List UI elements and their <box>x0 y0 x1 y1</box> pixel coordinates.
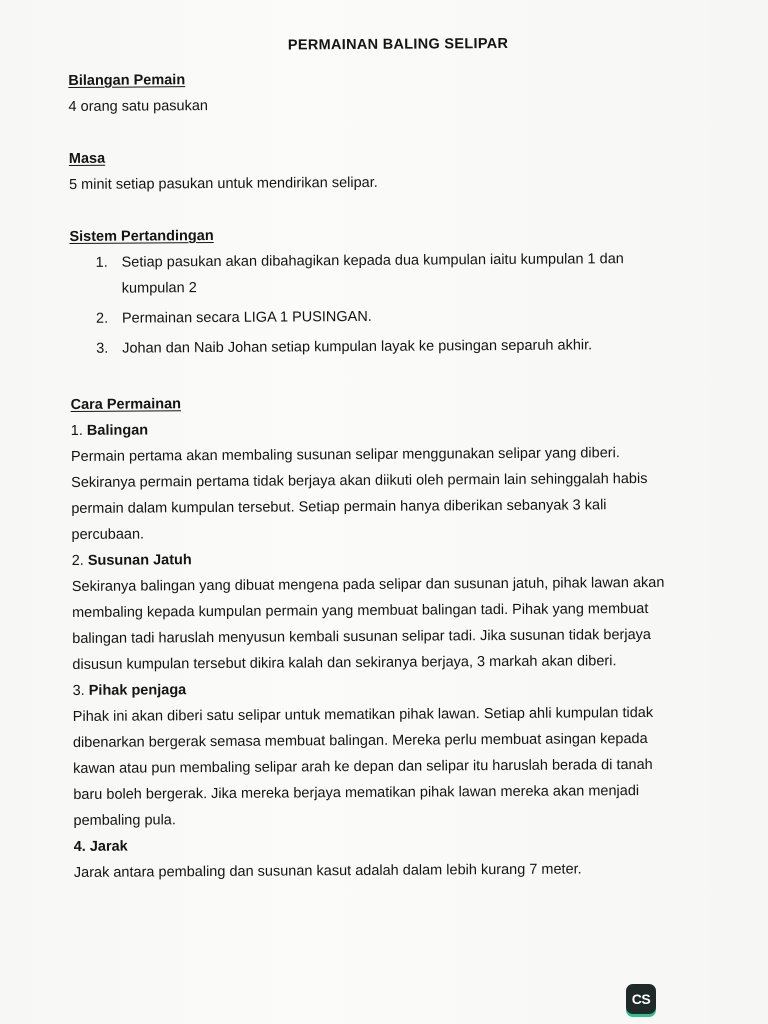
sub-title: Balingan <box>86 422 149 439</box>
list-text: Setiap pasukan akan dibahagikan kepada dua kumpulan iaitu kumpulan 1 dan kumpulan 2 <box>121 251 624 297</box>
jarak-text: Jarak antara pembaling dan susunan kasut adalah dalam lebih kurang 7 meter. <box>73 861 582 881</box>
sub-title: Pihak penjaga <box>88 682 187 699</box>
sub-number: 2. <box>71 552 84 569</box>
heading-sistem-pertandingan: Sistem Pertandingan <box>69 227 214 245</box>
sistem-list <box>70 246 681 362</box>
sub-title: Susunan Jatuh <box>87 552 192 569</box>
camscanner-logo-icon: CS <box>626 984 656 1014</box>
masa-text: 5 minit setiap pasukan untuk mendirikan selipar. <box>68 174 378 193</box>
document-body <box>68 30 684 886</box>
sub-number: 4. <box>73 838 86 855</box>
list-text: Johan dan Naib Johan setiap kumpulan layak ke pusingan separuh akhir. <box>122 337 593 357</box>
document-title: PERMAINAN BALING SELIPAR <box>287 35 509 54</box>
sub-number: 3. <box>72 682 85 699</box>
heading-masa: Masa <box>68 150 106 167</box>
list-number: 3. <box>96 340 109 357</box>
sub-title: Jarak <box>89 838 128 855</box>
list-item <box>95 246 680 302</box>
heading-cara-permainan: Cara Permainan <box>70 396 182 413</box>
bilangan-pemain-text: 4 orang satu pasukan <box>68 98 209 115</box>
list-number: 2. <box>95 310 109 327</box>
balingan-text: Permain pertama akan membaling susunan selipar menggunakan selipar yang diberi. Sekiranya permain pertama tidak berjaya akan diikuti oleh permain lain sehinggalah habis permain dalam kumpulan tersebut. Setiap permain hanya diberikan sebanyak 3 kali percubaan. <box>70 445 648 543</box>
list-text: Permainan secara LIGA 1 PUSINGAN. <box>121 308 372 327</box>
susunan-jatuh-text: Sekiranya balingan yang dibuat mengena pada selipar dan susunan jatuh, pihak lawan akan membaling kepada kumpulan permain yang membuat balingan tadi. Pihak yang membuat balingan tadi haruslah menyusun kembali susunan selipar tadi. Jika susunan tidak berjaya disusun kumpulan tersebut dikira kalah dan sekiranya berjaya, 3 markah akan diberi. <box>71 574 665 673</box>
heading-bilangan-pemain: Bilangan Pemain <box>68 72 186 89</box>
list-item <box>96 332 680 362</box>
sub-number: 1. <box>70 422 83 439</box>
list-item <box>95 302 680 332</box>
pihak-penjaga-text: Pihak ini akan diberi satu selipar untuk mematikan pihak lawan. Setiap ahli kumpulan tidak dibenarkan bergerak semasa membuat balingan. Mereka perlu membuat asingan kepada kawan atau pun membaling selipar arah ke depan dan selipar itu haruslah berada di tanah baru boleh bergerak. Jika mereka berjaya mematikan pihak lawan mereka akan menjadi pembaling pula. <box>72 704 654 829</box>
list-number: 1. <box>95 254 108 271</box>
